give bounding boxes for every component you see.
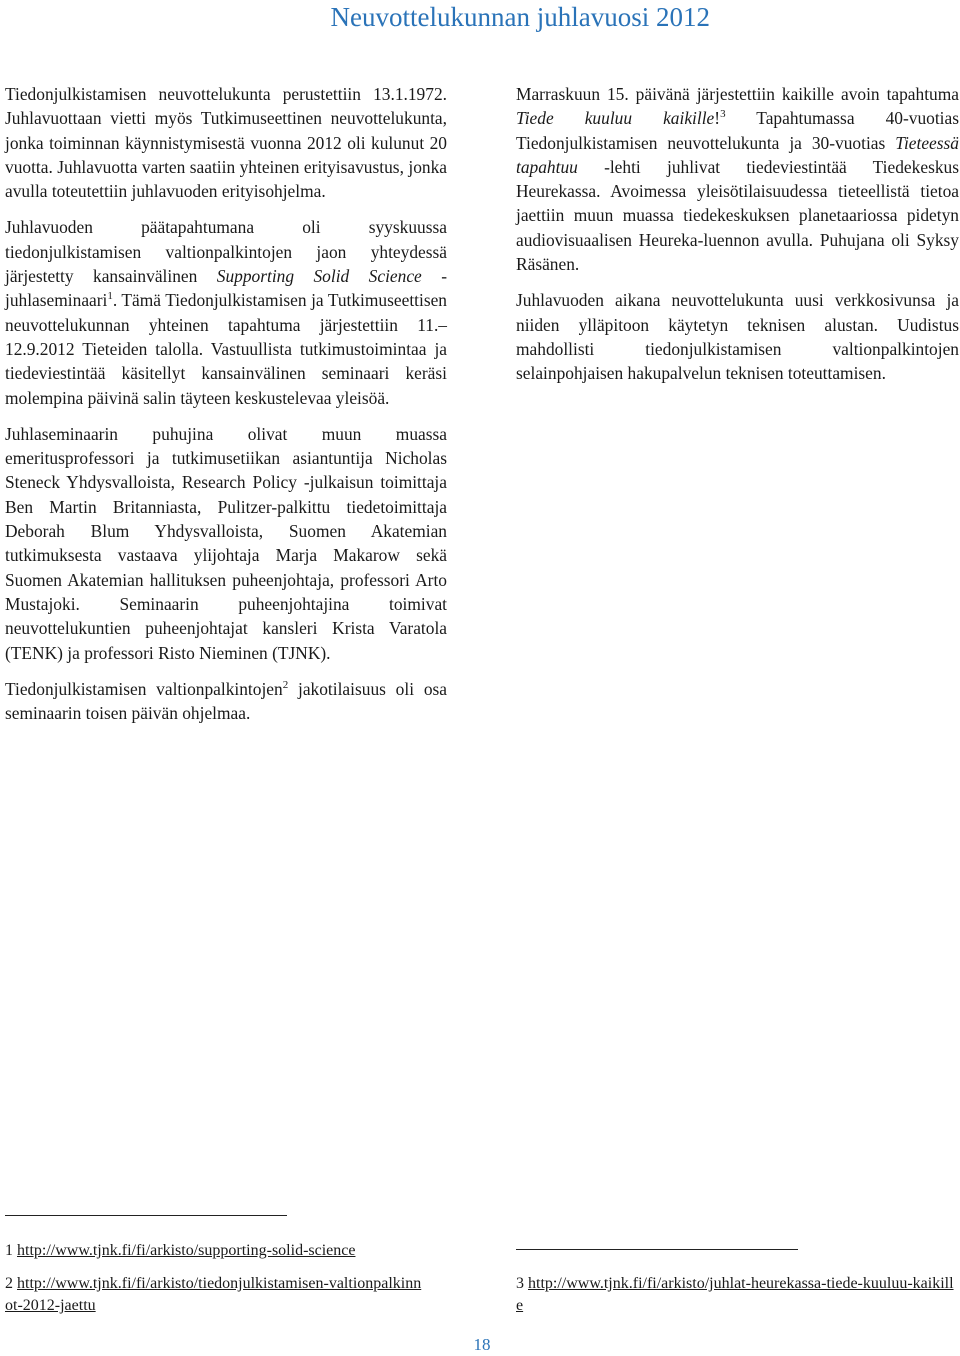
page-number xyxy=(0,1335,960,1355)
footnote-ref: 1 xyxy=(107,290,113,303)
paragraph: Tiedonjulkistamisen neuvottelukunta perustettiin 13.1.1972. Juhlavuottaan vietti myös Tutkimuseettinen neuvottelukunta, jonka toiminnan käynnistymisestä vuonna 2012 oli kulunut 20 vuotta. Juhlavuotta varten saatiin yhteinen erityisavustus, jonka avulla toteutettiin juhlavuoden erityisohjelma. xyxy=(5,84,447,202)
text: jakotilaisuus oli osa seminaarin toisen päivän ohjelmaa. xyxy=(5,678,448,724)
footnote-link[interactable]: http://www.tjnk.fi/fi/arkisto/juhlat-heurekassa-tiede-kuuluu-kaikille xyxy=(516,1275,954,1314)
text: . Tämä Tiedonjulkistamisen ja Tutkimuseettisen neuvottelukunnan yhteinen tapahtuma järjestettiin 11.– 12.9.2012 Tieteiden talolla. Vastuullista tutkimustoimintaa ja tiedeviestintää käsitellyt kansainvälinen seminaari keräsi molempina päivinä salin täyteen keskustelevaa yleisöä. xyxy=(5,290,447,408)
footnote-number: 3 xyxy=(516,1275,524,1292)
text: Tapahtumassa 40-vuotias Tiedonjulkistamisen neuvottelukunta ja 30-vuotias xyxy=(516,108,959,153)
paragraph: Juhlaseminaarin puhujina olivat muun muassa emeritusprofessori ja tutkimusetiikan asiantuntija Nicholas Steneck Yhdysvalloista, Research Policy -julkaisun toimittaja Ben Martin Britanniasta, Pulitzer-palkittu tiedetoimittaja Deborah Blum Yhdysvalloista, Suomen Akatemian tutkimuksesta vastaava ylijohtaja Marja Makarow sekä Suomen Akatemian hallituksen puheenjohtaja, professori Arto Mustajoki. Seminaarin puheenjohtajina toimivat neuvottelukuntien puheenjohtajat kansleri Krista Varatola (TENK) ja professori Risto Nieminen (TJNK). xyxy=(5,423,447,663)
paragraph: Juhlavuoden aikana neuvottelukunta uusi verkkosivunsa ja niiden ylläpitoon käytetyn teknisen alustan. Uudistus mahdollisti tiedonjulkistamisen valtionpalkintojen selainpohjaisen hakupalvelun teknisen toteuttamisen. xyxy=(516,290,959,384)
footnote-3 xyxy=(516,1273,956,1317)
page-title: Neuvottelukunnan juhlavuosi 2012 xyxy=(330,2,710,32)
footnote-link[interactable]: http://www.tjnk.fi/fi/arkisto/tiedonjulkistamisen-valtionpalkinnot-2012-jaettu xyxy=(5,1275,422,1314)
text: -juhlaseminaari xyxy=(5,266,447,311)
footnote-link[interactable]: http://www.tjnk.fi/fi/arkisto/supporting-solid-science xyxy=(17,1242,356,1259)
text: Marraskuun 15. päivänä järjestettiin kaikille avoin tapahtuma xyxy=(516,84,959,104)
footnote-ref: 3 xyxy=(720,108,726,121)
text: -lehti juhlivat tiedeviestintää Tiedekeskus Heurekassa. Avoimessa yleisötilaisuudessa tieteellistä tietoa jaettiin muun muassa tiedekeskuksen planetaariossa pidetyn audiovisuaalisen Heureka-luennon avulla. Puhujana oli Syksy Räsänen. xyxy=(516,156,959,275)
magazine-name: Tieteessä tapahtuu xyxy=(516,132,959,177)
left-column xyxy=(5,82,447,737)
footnote-number: 1 xyxy=(5,1242,13,1259)
paragraph xyxy=(5,215,447,409)
text: Tiedonjulkistamisen valtionpalkintojen xyxy=(5,678,283,699)
paragraph xyxy=(5,677,447,726)
footnote-1 xyxy=(5,1240,455,1262)
footnote-2 xyxy=(5,1273,425,1317)
footnote-rule-right xyxy=(516,1249,798,1250)
text: Juhlavuoden päätapahtumana oli syyskuussa tiedonjulkistamisen valtionpalkintojen jaon yhteydessä järjestetty kansainvälinen xyxy=(5,217,447,287)
event-name: Supporting Solid Science xyxy=(216,266,422,287)
text: ! xyxy=(714,108,721,129)
footnote-number: 2 xyxy=(5,1275,13,1292)
page-number-text: 18 xyxy=(473,1335,491,1354)
event-name: Tiede kuuluu kaikille xyxy=(516,108,715,129)
footnote-rule-left xyxy=(5,1215,287,1216)
footnote-ref: 2 xyxy=(282,679,289,692)
paragraph xyxy=(516,82,959,276)
right-column xyxy=(516,82,959,398)
